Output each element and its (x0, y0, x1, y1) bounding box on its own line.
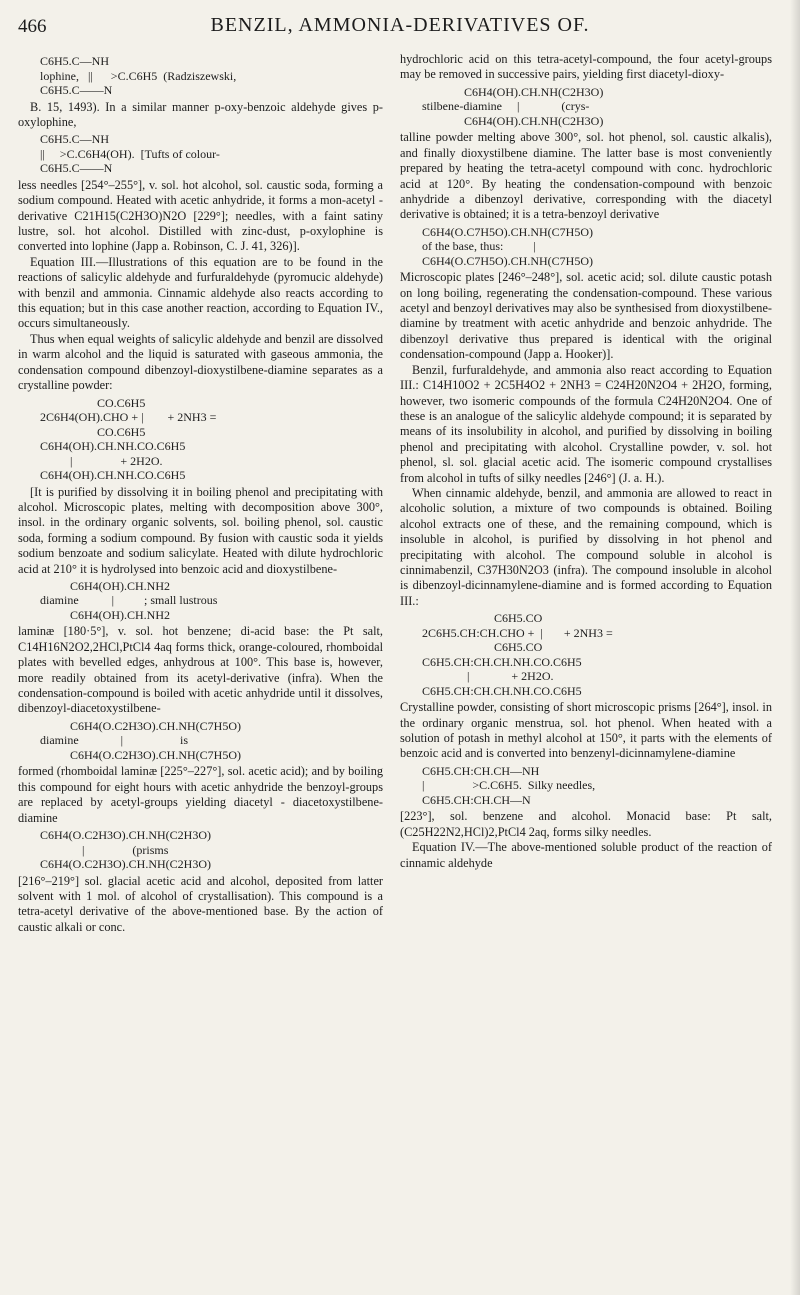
paragraph: When cinnamic aldehyde, benzil, and ammonia are allowed to react in alcoholic solution, a mixture of two compounds is obtained. Boiling alcohol extracts one of these, and the remaining compound, which is insoluble in alcohol, is purified by dissolving in hot phenol and precipitating with alcohol. The compound soluble in alcohol is cinnimabenzil, C37H30N2O3 (infra). The compound insoluble in alcohol is dibenzoyl-dicinnamylene-diamine and is formed according to Equation III.: (400, 485, 772, 608)
paragraph: B. 15, 1493). In a similar manner p-oxy-benzoic aldehyde gives p-oxylophine, (18, 99, 383, 129)
paragraph: Crystalline powder, consisting of short microscopic prisms [264°], insol. in the ordinary organic menstrua, sol. hot phenol. When heated with a solution of potash in methyl alcohol at 150°, it parts with the elements of benzoic acid and is converted into benzenyl-dicinnamylene-diamine (400, 700, 772, 761)
page-edge-shadow (790, 0, 800, 1295)
paragraph: Equation III.—Illustrations of this equation are to be found in the reactions of salicylic aldehyde and furfuraldehyde (pyromucic aldehyde) with benzil and ammonia. Cinnamic aldehyde also reacts according to this equation; but in this case another reaction, according to Equation IV., occurs simultaneously. (18, 254, 383, 331)
chemical-formula: CO.C6H5 2C6H4(OH).CHO + | + 2NH3 = CO.C6H5 C6H4(OH).CH.NH.CO.C6H5 | + 2H2O. C6H4(OH).CH.NH.CO.C6H5 (40, 395, 217, 482)
paragraph: [It is purified by dissolving it in boiling phenol and precipitating with alcohol. Microscopic plates, melting with decomposition above 300°, insol. in the ordinary organic solvents, sol. boiling phenol, sol. caustic soda, forming a sodium compound. By fusion with caustic soda it yields sodium benzoate and sodium salicylate. Heated with dilute hydrochloric acid at 210° it is hydrolysed into benzoic acid and dioxystilbene- (18, 484, 383, 576)
paragraph: less needles [254°–255°], v. sol. hot alcohol, sol. caustic soda, forming a sodium compound. Heated with acetic anhydride, it forms a mon-acetyl - derivative C21H15(C2H3O)N2O [229°]; needles, with a faint satiny lustre, sol. hot alcohol. Distilled with zinc-dust, p-oxylophine is converted into lophine (Japp a. Robinson, C. J. 41, 326)]. (18, 177, 383, 254)
paragraph: Equation IV.—The above-mentioned soluble product of the reaction of cinnamic aldehyde (400, 840, 772, 870)
paragraph: [216°–219°] sol. glacial acetic acid and alcohol, deposited from latter solvent with 1 mol. of alcohol of crystallisation). This compound is a tetra-acetyl derivative of the above-mentioned base. By the action of caustic alkali or conc. (18, 873, 383, 934)
chemical-formula: C6H5.C—NH || >C.C6H4(OH). [Tufts of colour- C6H5.C——N (40, 132, 220, 176)
chemical-formula: C6H4(O.C7H5O).CH.NH(C7H5O) of the base, thus: | C6H4(O.C7H5O).CH.NH(C7H5O) (422, 224, 593, 268)
paragraph: hydrochloric acid on this tetra-acetyl-compound, the four acetyl-groups may be removed in successive pairs, yielding first diacetyl-dioxy- (400, 52, 772, 82)
paragraph: Thus when equal weights of salicylic aldehyde and benzil are dissolved in warm alcohol and the liquid is saturated with gaseous ammonia, the condensation compound dibenzoyl-dioxystilbene-diamine separates as a crystalline powder: (18, 331, 383, 393)
right-column (400, 52, 772, 871)
page-header (18, 14, 782, 44)
chemical-formula: C6H5.CO 2C6H5.CH:CH.CHO + | + 2NH3 = C6H5.CO C6H5.CH:CH.CH.NH.CO.C6H5 | + 2H2O. C6H5.CH:CH.CH.NH.CO.C6H5 (422, 611, 613, 698)
chemical-formula: C6H5.C—NH lophine, || >C.C6H5 (Radziszewski, C6H5.C——N (40, 54, 237, 97)
chemical-formula: C6H4(O.C2H3O).CH.NH(C7H5O) diamine | is C6H4(O.C2H3O).CH.NH(C7H5O) (40, 718, 241, 762)
running-title: BENZIL, AMMONIA-DERIVATIVES OF. (210, 14, 590, 36)
paragraph: Benzil, furfuraldehyde, and ammonia also react according to Equation III.: C14H10O2 + 2C5H4O2 + 2NH3 = C24H20N2O4 + 2H2O, forming, however, two isomeric compounds of the formula C24H20N2O4. One of these is an analogue of the salicylic aldehyde compound; it is separated by means of its insolubility in alcohol, and purified by dissolving in boiling phenol and precipitating with alcohol. Crystalline powder, v. sol. hot phenol, sl. sol. glacial acetic acid. The isomeric compound crystallises from alcohol in tufts of silky needles [246°] (J. a. H.). (400, 362, 772, 485)
paragraph: laminæ [180·5°], v. sol. hot benzene; di-acid base: the Pt salt, C14H16N2O2,2HCl,PtCl4 4aq forms thick, orange-coloured, rhomboidal plates with bevelled edges, anhydrous at 100°. This base is, however, more readily obtained from its acetyl-derivative (infra). When the condensation-compound is boiled with acetic anhydride until it dissolves, dibenzoyl-diacetoxystilbene- (18, 624, 383, 716)
paragraph: [223°], sol. benzene and alcohol. Monacid base: Pt salt, (C25H22N2,HCl)2,PtCl4 2aq, forms silky needles. (400, 809, 772, 839)
paragraph: Microscopic plates [246°–248°], sol. acetic acid; sol. dilute caustic potash on long boiling, regenerating the condensation-compound. These various acetyl and benzoyl derivatives may also be synthesised from dioxystilbene-diamine by treatment with acetic anhydride and benzoic anhydride. The dibenzoyl derivative thus prepared is identical with the original condensation-compound (Japp a. Hooker)]. (400, 270, 772, 362)
chemical-formula: C6H4(OH).CH.NH(C2H3O) stilbene-diamine | (crys- C6H4(OH).CH.NH(C2H3O) (422, 84, 604, 128)
chemical-formula: C6H5.CH:CH.CH—NH | >C.C6H5. Silky needles, C6H5.CH:CH.CH—N (422, 763, 596, 807)
chemical-formula: C6H4(OH).CH.NH2 diamine | ; small lustrous C6H4(OH).CH.NH2 (40, 578, 218, 622)
chemical-formula: C6H4(O.C2H3O).CH.NH(C2H3O) | (prisms C6H4(O.C2H3O).CH.NH(C2H3O) (40, 828, 211, 871)
left-column (18, 52, 383, 935)
page-number: 466 (18, 16, 47, 37)
paragraph: talline powder melting above 300°, sol. hot phenol, sol. caustic alkalis), and finally dioxystilbene diamine. The latter base is most conveniently prepared by heating the tetra-acetyl compound with conc. hydrochloric acid at 120°. By heating the condensation-compound with benzoic anhydride a dibenzoyl derivative, corresponding with the diacetyl derivative is obtained; it is a tetra-benzoyl derivative (400, 130, 772, 222)
paragraph: formed (rhomboidal laminæ [225°–227°], sol. acetic acid); and by boiling this compound for eight hours with acetic anhydride the benzoyl-groups are replaced by acetyl-groups yielding diacetyl - diacetoxystilbene-diamine (18, 764, 383, 825)
